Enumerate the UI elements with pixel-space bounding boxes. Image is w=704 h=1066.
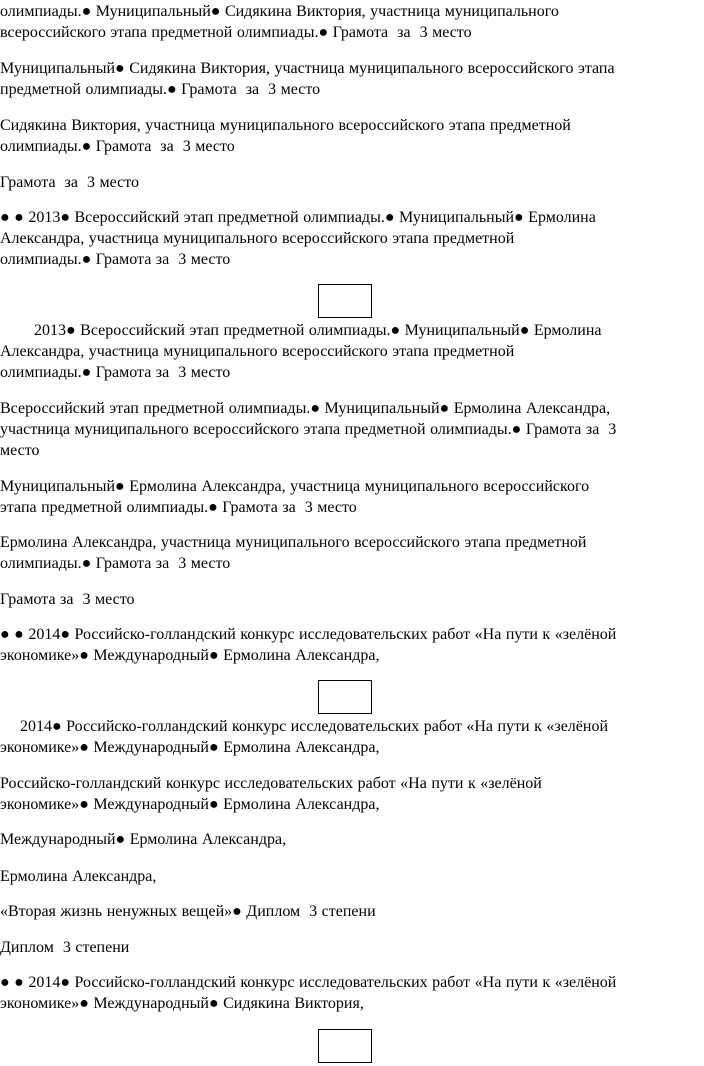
paragraph-14: Международный● Ермолина Александра, [0,831,287,848]
paragraph-3: Сидякина Виктория, участница муниципального всероссийского этапа предметной олимпиады.● Грамота за 3 место [0,117,571,155]
paragraph-11: ● ● 2014● Российско-голландский конкурс исследовательских работ «На пути к «зелёной экономике»● Международный● Ермолина Александра, [0,626,617,664]
paragraph-18: ● ● 2014● Российско-голландский конкурс исследовательских работ «На пути к «зелёной экономике»● Международный● Сидякина Виктория, [0,974,617,1012]
paragraph-8: Муниципальный● Ермолина Александра, участница муниципального всероссийского этапа предметной олимпиады.● Грамота за 3 место [0,478,590,516]
empty-frame-box [318,680,372,714]
paragraph-16: «Вторая жизнь ненужных вещей»● Диплом 3 степени [0,903,376,920]
paragraph-2: Муниципальный● Сидякина Виктория, участница муниципального всероссийского этапа предметной олимпиады.● Грамота за 3 место [0,60,615,98]
paragraph-15: Ермолина Александра, [0,868,157,885]
empty-frame-box [318,284,372,318]
paragraph-17: Диплом 3 степени [0,939,130,956]
paragraph-13: Российско-голландский конкурс исследовательских работ «На пути к «зелёной экономике»● Международный● Ермолина Александра, [0,775,542,813]
paragraph-5: ● ● 2013● Всероссийский этап предметной олимпиады.● Муниципальный● Ермолина Александра, участница муниципального всероссийского этапа предметной олимпиады.● Грамота за 3 место [0,209,596,268]
paragraph-1: олимпиады.● Муниципальный● Сидякина Виктория, участница муниципального всероссийского этапа предметной олимпиады.● Грамота за 3 место [0,3,559,41]
paragraph-7: Всероссийский этап предметной олимпиады.● Муниципальный● Ермолина Александра, участница муниципального всероссийского этапа предметной олимпиады.● Грамота за 3 место [0,400,617,459]
empty-frame-box [318,1029,372,1063]
paragraph-9: Ермолина Александра, участница муниципального всероссийского этапа предметной олимпиады.● Грамота за 3 место [0,534,587,572]
paragraph-4: Грамота за 3 место [0,174,139,191]
paragraph-12: 2014● Российско-голландский конкурс исследовательских работ «На пути к «зелёной экономике»● Международный● Ермолина Александра, [0,718,609,756]
paragraph-10: Грамота за 3 место [0,591,135,608]
paragraph-6: 2013● Всероссийский этап предметной олимпиады.● Муниципальный● Ермолина Александра, участница муниципального всероссийского этапа предметной олимпиады.● Грамота за 3 место [0,322,602,381]
